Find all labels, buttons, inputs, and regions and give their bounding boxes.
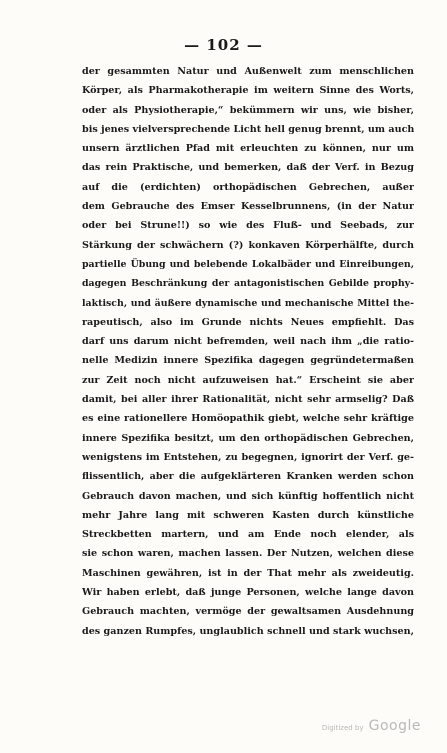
text-line: Maschinen gewähren, ist in der That mehr als zweideutig. bbox=[82, 567, 414, 579]
text-line: zur Zeit noch nicht aufzuweisen hat.“ Erscheint sie aber bbox=[82, 374, 414, 386]
text-line: Streckbetten martern, und am Ende noch elender, als bbox=[82, 529, 414, 541]
text-line: damit, bei aller ihrer Rationalität, nicht sehr armselig? Daß bbox=[82, 394, 414, 406]
text-line: Gebrauch machten, vermöge der gewaltsamen Ausdehnung bbox=[82, 606, 414, 618]
text-line: nelle Medizin innere Spezifika dagegen gegründetermaßen bbox=[82, 355, 414, 367]
text-line: unsern ärztlichen Pfad mit erleuchten zu können, nur um bbox=[82, 143, 414, 155]
text-line: das rein Praktische, und bemerken, daß der Verf. in Bezug bbox=[82, 162, 414, 174]
text-line: auf die (erdichten) orthopädischen Gebrechen, außer bbox=[82, 181, 414, 193]
text-line: oder bei Strune!!) so wie des Fluß- und Seebads, zur bbox=[82, 220, 414, 232]
text-line: bis jenes vielversprechende Licht hell genug brennt, um auch bbox=[82, 123, 414, 135]
watermark-prefix: Digitized by bbox=[321, 724, 364, 732]
text-line: Stärkung der schwächern (?) konkaven Körperhälfte, durch bbox=[82, 239, 414, 251]
text-line: mehr Jahre lang mit schweren Kasten durch künstliche bbox=[82, 509, 414, 521]
text-line: partielle Übung und belebende Lokalbäder und Einreibungen, bbox=[82, 258, 414, 270]
text-line: dagegen Beschränkung der antagonistischen Gebilde prophy- bbox=[82, 278, 414, 290]
text-line: Körper, als Pharmakotherapie im weitern Sinne des Worts, bbox=[82, 85, 414, 97]
text-line: Wir haben erlebt, daß junge Personen, welche lange davon bbox=[82, 587, 414, 599]
text-line: des ganzen Rumpfes, unglaublich schnell und stark wuchsen, bbox=[82, 625, 414, 637]
digitized-by-google-watermark bbox=[322, 715, 421, 734]
text-line: Gebrauch davon machen, und sich künftig hoffentlich nicht bbox=[82, 490, 414, 502]
body-text bbox=[82, 62, 414, 641]
text-line: laktisch, und äußere dynamische und mechanische Mittel the- bbox=[82, 297, 414, 309]
text-line: sie schon waren, machen lassen. Der Nutzen, welchen diese bbox=[82, 548, 414, 560]
text-line: der gesammten Natur und Außenwelt zum menschlichen bbox=[82, 66, 414, 77]
text-line: es eine rationellere Homöopathik giebt, welche sehr kräftige bbox=[82, 413, 414, 425]
text-line: dem Gebrauche des Emser Kesselbrunnens, (in der Natur bbox=[82, 201, 414, 213]
text-line: innere Spezifika besitzt, um den orthopädischen Gebrechen, bbox=[82, 432, 414, 444]
text-line: rapeutisch, also im Grunde nichts Neues empfiehlt. Das bbox=[82, 316, 414, 328]
text-line: wenigstens im Entstehen, zu begegnen, ignorirt der Verf. ge- bbox=[82, 451, 414, 463]
page-number: — 102 — bbox=[184, 36, 263, 54]
text-line: darf uns darum nicht befremden, weil nach ihm „die ratio- bbox=[82, 336, 414, 348]
watermark-brand: Google bbox=[368, 718, 421, 734]
text-line: oder als Physiotherapie,“ bekümmern wir uns, wie bisher, bbox=[82, 104, 414, 116]
text-line: flissentlich, aber die aufgeklärteren Kranken werden schon bbox=[82, 471, 414, 483]
